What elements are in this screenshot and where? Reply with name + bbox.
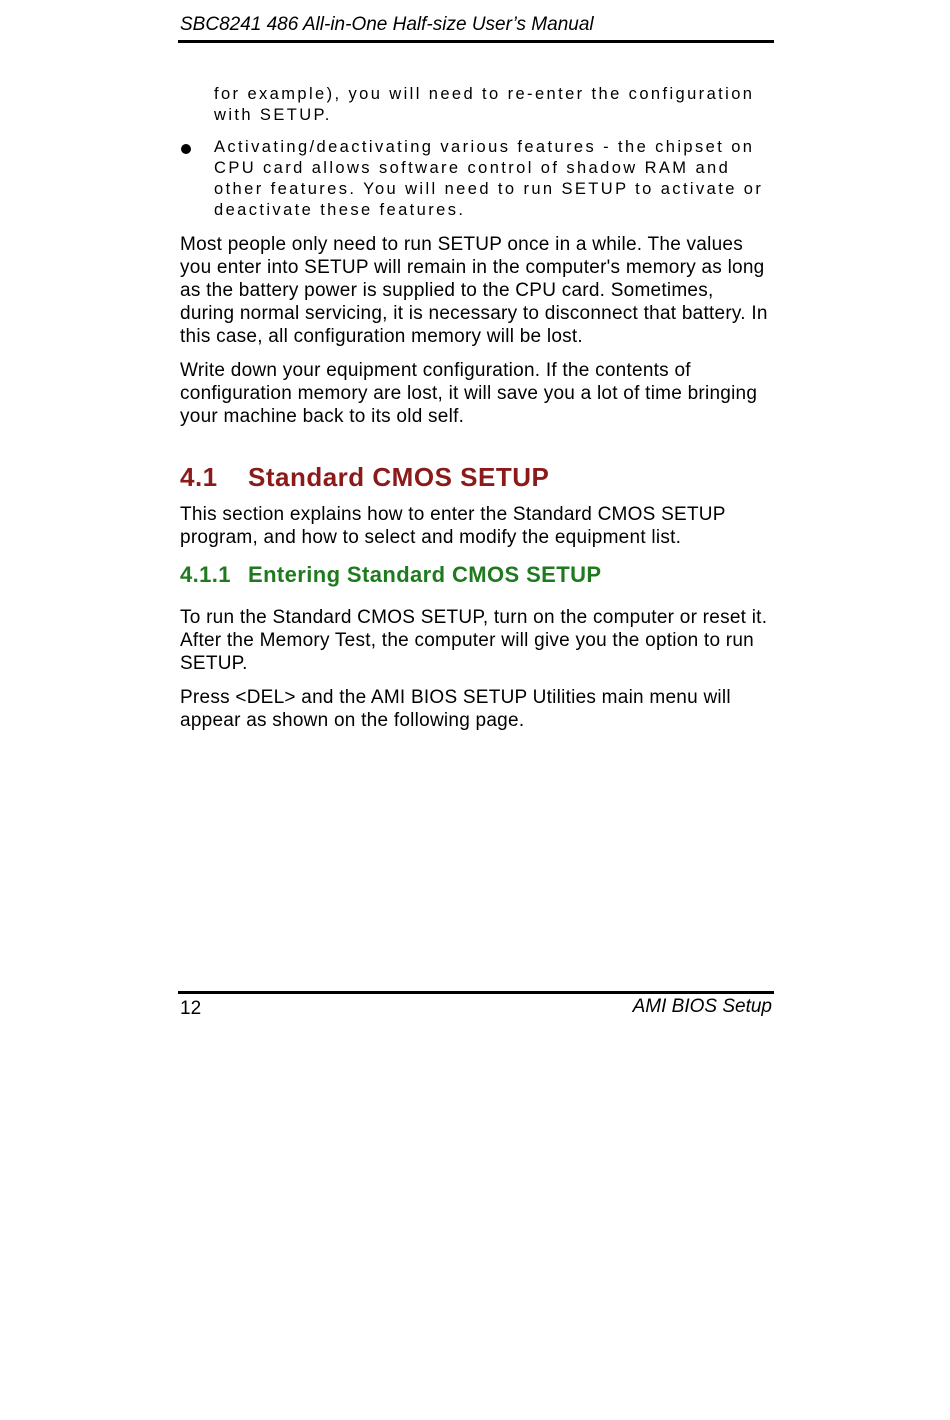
running-header-title: SBC8241 486 All-in-One Half-size User’s Manual: [180, 14, 594, 35]
footer-divider: [178, 991, 774, 994]
bullet-list-item: [180, 137, 770, 221]
bullet-dot-icon: [181, 144, 191, 154]
continued-bullet-text: for example), you will need to re-enter the configuration with SETUP.: [214, 85, 755, 124]
subsection-heading: [180, 562, 770, 588]
subsection-title: Entering Standard CMOS SETUP: [248, 562, 602, 587]
header-divider: [178, 40, 774, 43]
subsection-paragraph-press-del: Press <DEL> and the AMI BIOS SETUP Utilities main menu will appear as shown on the following page.: [180, 687, 731, 731]
subsection-paragraph-run-setup: To run the Standard CMOS SETUP, turn on the computer or reset it. After the Memory Test, the computer will give you the option to run SETUP.: [180, 607, 768, 674]
section-number: 4.1: [180, 462, 218, 492]
section-title: Standard CMOS SETUP: [248, 462, 550, 492]
page-body: [180, 84, 770, 732]
body-paragraph-setup-frequency: Most people only need to run SETUP once in a while. The values you enter into SETUP will remain in the computer's memory as long as the battery power is supplied to the CPU card. Sometimes, during normal servicing, it is necessary to disconnect that battery. In this case, all configuration memory will be lost.: [180, 234, 768, 347]
section-intro-paragraph: This section explains how to enter the Standard CMOS SETUP program, and how to select and modify the equipment list.: [180, 504, 726, 548]
page-number: 12: [180, 998, 202, 1019]
body-paragraph-write-down-config: Write down your equipment configuration. If the contents of configuration memory are lost, it will save you a lot of time bringing your machine back to its old self.: [180, 360, 758, 427]
section-heading: [180, 462, 770, 493]
subsection-number: 4.1.1: [180, 562, 231, 587]
footer-section-name: AMI BIOS Setup: [632, 996, 772, 1017]
bullet-text: Activating/deactivating various features - the chipset on CPU card allows software control of shadow RAM and other features. You will need to run SETUP to activate or deactivate these features.: [214, 138, 764, 219]
